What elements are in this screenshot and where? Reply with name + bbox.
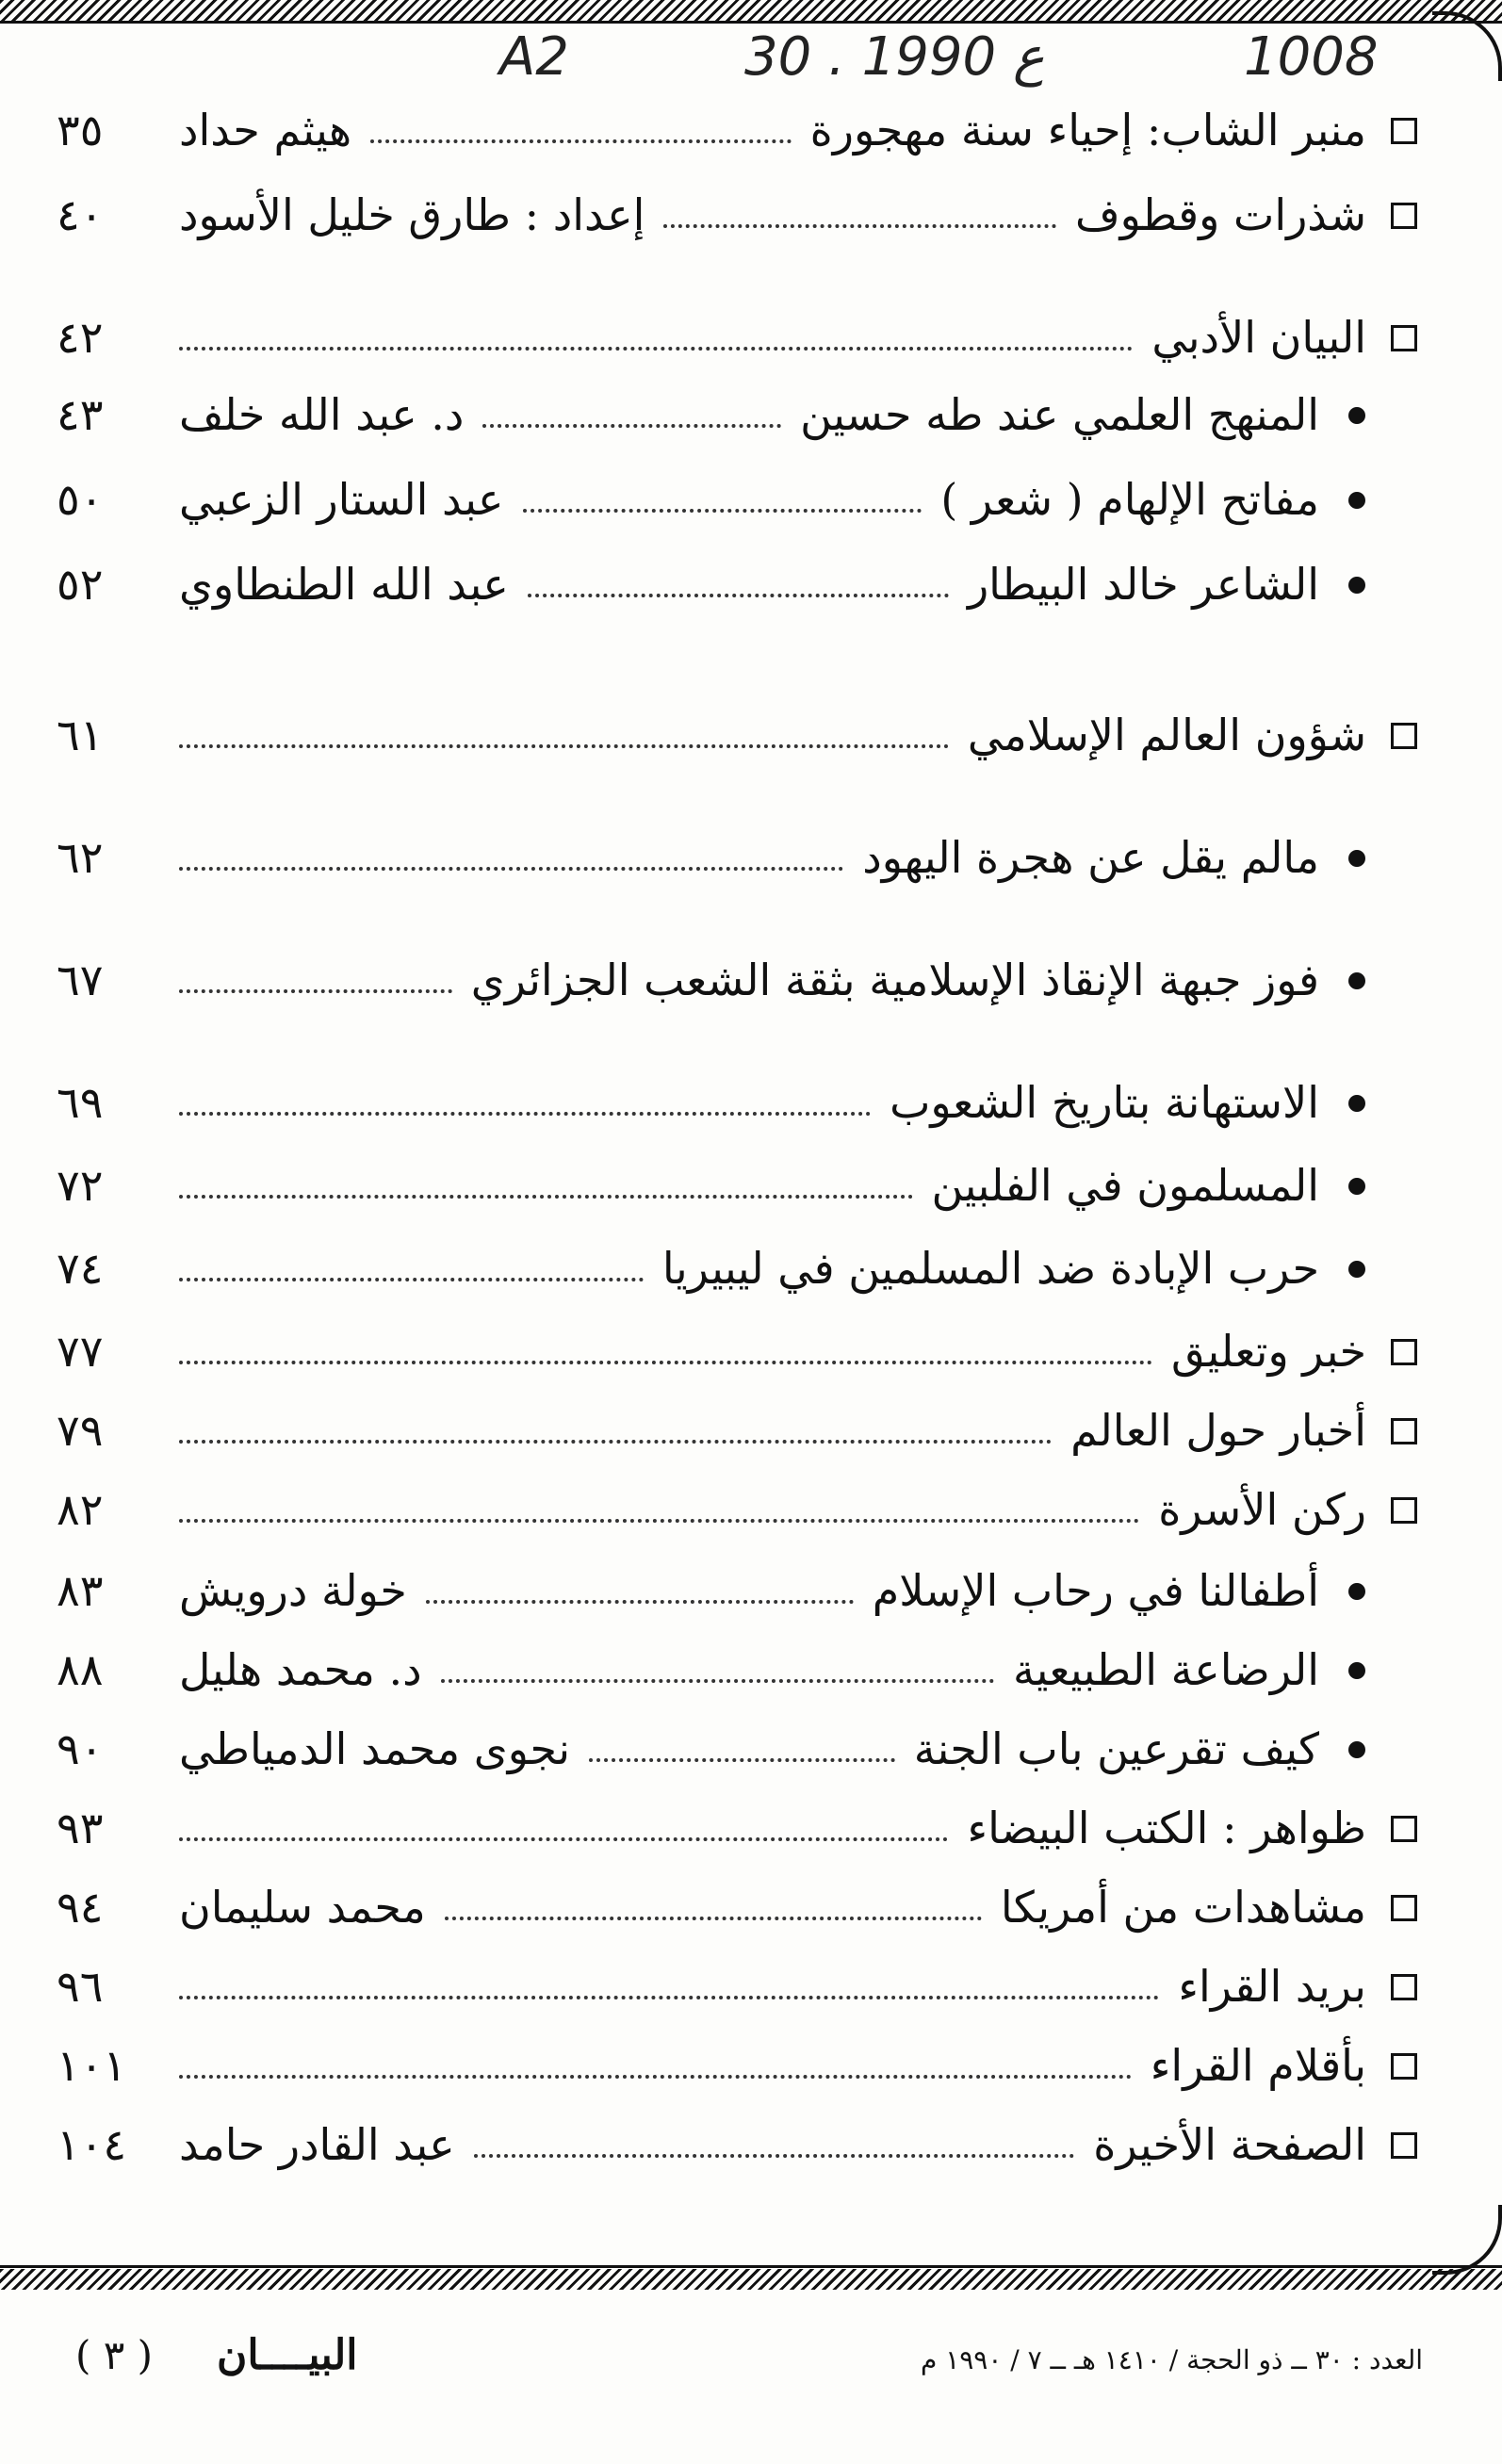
handwritten-date: 30 . ع 1990: [744, 26, 1045, 88]
dot-leader: [474, 2145, 1074, 2158]
entry-title: ظواهر : الكتب البيضاء: [967, 1803, 1366, 1853]
dot-leader: [426, 1591, 854, 1604]
entry-title: المنهج العلمي عند طه حسين: [800, 389, 1319, 440]
entry-author: د. عبد الله خلف: [179, 389, 465, 440]
entry-page: ٦٢: [57, 832, 104, 883]
section-marker: [1385, 2028, 1423, 2103]
dot-leader: [179, 1185, 913, 1199]
bullet-dot-icon: [1348, 1662, 1365, 1679]
section-marker: [1385, 92, 1423, 168]
toc-entry: [57, 1553, 1423, 1628]
entry-title: أخبار حول العالم: [1070, 1405, 1366, 1456]
entry-title: الشاعر خالد البيطار: [967, 559, 1319, 610]
toc-entry: [57, 2028, 1423, 2103]
entry-title: مشاهدات من أمريكا: [1000, 1882, 1366, 1933]
entry-author: نجوى محمد الدمياطي: [179, 1723, 571, 1774]
square-box-icon: [1391, 2053, 1417, 2080]
item-marker: [1338, 1553, 1376, 1628]
square-box-icon: [1391, 1418, 1417, 1444]
toc-entry: [57, 300, 1423, 375]
dot-leader: [179, 1828, 948, 1841]
entry-page: ٩٣: [57, 1803, 104, 1853]
square-box-icon: [1391, 1497, 1417, 1524]
toc-entry: [57, 1231, 1423, 1306]
bullet-dot-icon: [1348, 1261, 1365, 1278]
entry-page: ١٠١: [57, 2040, 127, 2091]
dot-leader: [179, 1268, 644, 1281]
entry-author: إعداد : طارق خليل الأسود: [179, 189, 645, 240]
item-marker: [1338, 547, 1376, 622]
page-number: ( ٣ ): [75, 2332, 154, 2378]
corner-ornament-bottom: [1432, 2205, 1502, 2275]
entry-title: فوز جبهة الإنقاذ الإسلامية بثقة الشعب الجزائري: [470, 955, 1319, 1005]
bullet-dot-icon: [1348, 407, 1365, 424]
entry-page: ٣٥: [57, 105, 104, 155]
magazine-name: البيــــان: [217, 2331, 358, 2379]
entry-title: الرضاعة الطبيعية: [1012, 1644, 1319, 1695]
entry-title: الاستهانة بتاريخ الشعوب: [890, 1077, 1319, 1128]
entry-title: أطفالنا في رحاب الإسلام: [872, 1565, 1319, 1616]
square-box-icon: [1391, 203, 1417, 229]
entry-page: ٧٧: [57, 1326, 104, 1377]
item-marker: [1338, 1065, 1376, 1140]
section-marker: [1385, 1949, 1423, 2024]
entry-title: مفاتح الإلهام ( شعر ): [940, 474, 1319, 525]
item-marker: [1338, 377, 1376, 452]
entry-page: ٦٩: [57, 1077, 104, 1128]
bullet-dot-icon: [1348, 972, 1365, 989]
bottom-rule: [0, 2265, 1502, 2268]
toc-entry: [57, 92, 1423, 168]
toc-entry: [57, 1148, 1423, 1223]
dot-leader: [445, 1907, 982, 1920]
section-marker: [1385, 2107, 1423, 2182]
bullet-dot-icon: [1348, 492, 1365, 509]
entry-page: ٧٤: [57, 1243, 104, 1294]
toc-entry: [57, 1393, 1423, 1468]
item-marker: [1338, 1148, 1376, 1223]
toc-entry: [57, 2107, 1423, 2182]
toc-entry: [57, 1711, 1423, 1787]
entry-title: شؤون العالم الإسلامي: [967, 710, 1366, 760]
toc-entry: [57, 1949, 1423, 2024]
entry-author: عبد القادر حامد: [179, 2119, 455, 2170]
toc-entry: [57, 462, 1423, 537]
dot-leader: [523, 499, 922, 513]
entry-title: الصفحة الأخيرة: [1093, 2119, 1366, 2170]
entry-author: عبد الله الطنطاوي: [179, 559, 509, 610]
entry-page: ٧٩: [57, 1405, 104, 1456]
section-marker: [1385, 697, 1423, 773]
entry-title: منبر الشاب: إحياء سنة مهجورة: [809, 105, 1366, 155]
bullet-dot-icon: [1348, 577, 1365, 594]
toc-entry: [57, 697, 1423, 773]
entry-page: ٧٢: [57, 1160, 104, 1211]
entry-page: ٩٠: [57, 1723, 104, 1774]
square-box-icon: [1391, 1816, 1417, 1842]
square-box-icon: [1391, 2132, 1417, 2159]
entry-page: ٥٠: [57, 474, 104, 525]
dot-leader: [179, 1509, 1139, 1523]
entry-page: ٨٣: [57, 1565, 104, 1616]
section-marker: [1385, 177, 1423, 253]
bullet-dot-icon: [1348, 1178, 1365, 1195]
toc-entry: [57, 1472, 1423, 1547]
top-border: [0, 0, 1502, 21]
entry-page: ٦١: [57, 710, 104, 760]
dot-leader: [482, 415, 781, 428]
section-marker: [1385, 300, 1423, 375]
bullet-dot-icon: [1348, 850, 1365, 867]
entry-page: ٨٢: [57, 1484, 104, 1535]
entry-page: ٤٠: [57, 189, 104, 240]
dot-leader: [528, 584, 949, 597]
square-box-icon: [1391, 723, 1417, 749]
toc-entry: [57, 377, 1423, 452]
item-marker: [1338, 820, 1376, 895]
dot-leader: [179, 980, 452, 993]
entry-page: ٩٦: [57, 1961, 104, 2012]
handwritten-number: 1008: [1244, 26, 1379, 88]
entry-title: المسلمون في الفلبين: [931, 1160, 1319, 1211]
toc-entry: [57, 1065, 1423, 1140]
item-marker: [1338, 1711, 1376, 1787]
square-box-icon: [1391, 1974, 1417, 2000]
bullet-dot-icon: [1348, 1095, 1365, 1112]
toc-entry: [57, 1314, 1423, 1389]
section-marker: [1385, 1790, 1423, 1866]
entry-title: بريد القراء: [1178, 1961, 1366, 2012]
dot-leader: [370, 130, 792, 143]
entry-title: بأقلام القراء: [1150, 2040, 1366, 2091]
section-marker: [1385, 1869, 1423, 1945]
entry-author: هيثم حداد: [179, 105, 352, 155]
dot-leader: [441, 1670, 994, 1683]
dot-leader: [179, 1351, 1152, 1364]
section-marker: [1385, 1472, 1423, 1547]
entry-page: ٤٣: [57, 389, 104, 440]
item-marker: [1338, 1632, 1376, 1707]
section-marker: [1385, 1314, 1423, 1389]
entry-title: كيف تقرعين باب الجنة: [913, 1723, 1319, 1774]
entry-author: خولة درويش: [179, 1565, 407, 1616]
handwritten-code: A2: [499, 26, 569, 88]
entry-author: د. محمد هليل: [179, 1644, 422, 1695]
dot-leader: [179, 735, 949, 748]
bottom-border: [0, 2269, 1502, 2290]
page-footer: [57, 2327, 1423, 2393]
dot-leader: [663, 215, 1056, 228]
dot-leader: [179, 2065, 1132, 2079]
item-marker: [1338, 1231, 1376, 1306]
dot-leader: [179, 1102, 871, 1116]
bullet-dot-icon: [1348, 1583, 1365, 1600]
entry-title: البيان الأدبي: [1151, 312, 1366, 363]
dot-leader: [179, 1430, 1052, 1444]
entry-title: حرب الإبادة ضد المسلمين في ليبيريا: [661, 1243, 1319, 1294]
dot-leader: [179, 1986, 1159, 1999]
toc-entry: [57, 820, 1423, 895]
entry-title: مالم يقل عن هجرة اليهود: [862, 832, 1319, 883]
square-box-icon: [1391, 1895, 1417, 1921]
square-box-icon: [1391, 118, 1417, 144]
top-rule: [0, 21, 1502, 24]
issue-info: العدد : ٣٠ ــ ذو الحجة / ١٤١٠ هـ ــ ٧ / ١٩٩٠ م: [920, 2344, 1423, 2375]
entry-page: ١٠٤: [57, 2119, 127, 2170]
toc-entry: [57, 1632, 1423, 1707]
square-box-icon: [1391, 325, 1417, 351]
toc-entry: [57, 177, 1423, 253]
handwritten-annotation: [490, 26, 1479, 102]
entry-page: ٥٢: [57, 559, 104, 610]
toc-entry: [57, 547, 1423, 622]
item-marker: [1338, 462, 1376, 537]
toc-entry: [57, 1790, 1423, 1866]
section-marker: [1385, 1393, 1423, 1468]
entry-page: ٦٧: [57, 955, 104, 1005]
entry-author: عبد الستار الزعبي: [179, 474, 504, 525]
dot-leader: [179, 857, 843, 871]
dot-leader: [179, 337, 1133, 351]
dot-leader: [589, 1749, 895, 1762]
entry-title: ركن الأسرة: [1158, 1484, 1366, 1535]
entry-title: خبر وتعليق: [1171, 1326, 1366, 1377]
toc-entry: [57, 1869, 1423, 1945]
toc-entry: [57, 942, 1423, 1018]
entry-title: شذرات وقطوف: [1075, 189, 1366, 240]
entry-page: ٩٤: [57, 1882, 104, 1933]
item-marker: [1338, 942, 1376, 1018]
entry-page: ٤٢: [57, 312, 104, 363]
entry-page: ٨٨: [57, 1644, 104, 1695]
entry-author: محمد سليمان: [179, 1882, 426, 1933]
square-box-icon: [1391, 1339, 1417, 1365]
bullet-dot-icon: [1348, 1741, 1365, 1758]
